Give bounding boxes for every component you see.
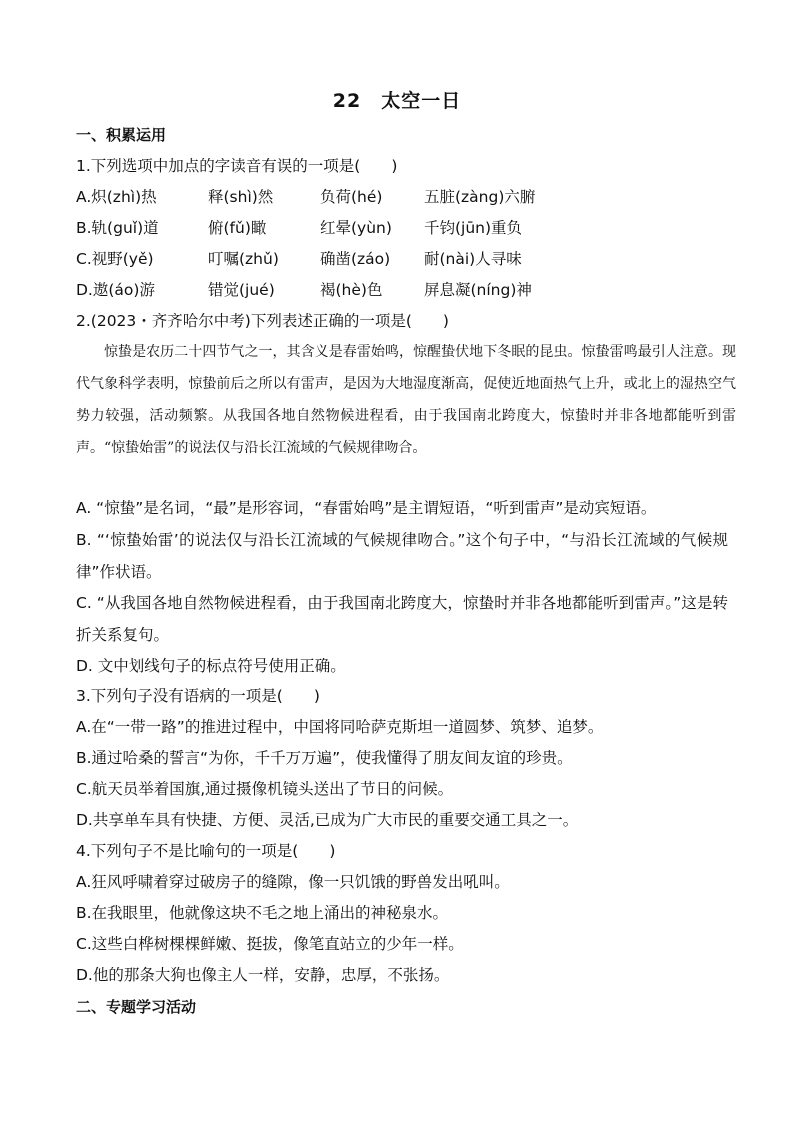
question-2-option-a: A. “惊蛰”是名词，“最”是形容词，“春雷始鸣”是主谓短语，“听到雷声”是动宾短语。 xyxy=(76,499,657,517)
question-4-option-c: C.这些白桦树棵棵鲜嫩、挺拔，像笔直站立的少年一样。 xyxy=(76,935,464,953)
option-word: 俯(fǔ)瞰 xyxy=(208,219,267,237)
option-word: 耐(nài)人寻味 xyxy=(424,250,522,268)
question-3-option-c: C.航天员举着国旗,通过摄像机镜头送出了节日的问候。 xyxy=(76,780,454,798)
question-2-option-b: B. “‘惊蛰始雷’的说法仅与沿长江流域的气候规律吻合。”这个句子中，“与沿长江流域的气候规律”作状语。 xyxy=(76,531,728,581)
question-3-option-d: D.共享单车具有快捷、方便、灵活,已成为广大市民的重要交通工具之一。 xyxy=(76,811,579,829)
option-word: B.轨(guǐ)道 xyxy=(76,219,159,237)
question-4-stem: 4.下列句子不是比喻句的一项是( ) xyxy=(76,842,336,860)
question-2-stem: 2.(2023・齐齐哈尔中考)下列表述正确的一项是( ) xyxy=(76,312,449,330)
option-word: A.炽(zhì)热 xyxy=(76,188,157,206)
question-2-passage: 惊蛰是农历二十四节气之一，其含义是春雷始鸣，惊醒蛰伏地下冬眠的昆虫。惊蛰雷鸣最引人注意。现代气象科学表明，惊蛰前后之所以有雷声，是因为大地湿度渐高，促使近地面热气上升，或北上的湿热空气势力较强，活动频繁。从我国各地自然物候进程看，由于我国南北跨度大，惊蛰时并非各地都能听到雷声。“惊蛰始雷”的说法仅与沿长江流域的气候规律吻合。 xyxy=(76,344,736,456)
page-title: 22 太空一日 xyxy=(332,90,462,112)
question-2-option-c: C. “从我国各地自然物候进程看，由于我国南北跨度大，惊蛰时并非各地都能听到雷声。”这是转折关系复句。 xyxy=(76,594,728,644)
option-word: 错觉(jué) xyxy=(208,281,275,299)
section-heading-accumulation: 一、积累运用 xyxy=(76,126,167,144)
question-1-stem: 1.下列选项中加点的字读音有误的一项是( ) xyxy=(76,157,398,175)
option-word: 屏息凝(níng)神 xyxy=(424,281,532,299)
option-word: 五脏(zàng)六腑 xyxy=(424,188,536,206)
option-word: 负荷(hé) xyxy=(320,188,383,206)
option-word: D.遨(áo)游 xyxy=(76,281,155,299)
option-word: 红晕(yùn) xyxy=(320,219,392,237)
option-word: 千钧(jūn)重负 xyxy=(424,219,523,237)
question-3-option-b: B.通过哈桑的誓言“为你，千千万万遍”，使我懂得了朋友间友谊的珍贵。 xyxy=(76,749,573,767)
option-word: C.视野(yě) xyxy=(76,250,154,268)
section-heading-special-topic: 二、专题学习活动 xyxy=(76,998,197,1016)
question-4-option-b: B.在我眼里，他就像这块不毛之地上涌出的神秘泉水。 xyxy=(76,904,449,922)
option-word: 褐(hè)色 xyxy=(320,281,383,299)
question-3-option-a: A.在“一带一路”的推进过程中，中国将同哈萨克斯坦一道圆梦、筑梦、追梦。 xyxy=(76,718,604,736)
question-3-stem: 3.下列句子没有语病的一项是( ) xyxy=(76,687,320,705)
question-2-option-d: D. 文中划线句子的标点符号使用正确。 xyxy=(76,657,346,675)
question-4-option-a: A.狂风呼啸着穿过破房子的缝隙，像一只饥饿的野兽发出吼叫。 xyxy=(76,873,510,891)
option-word: 叮嘱(zhǔ) xyxy=(208,250,279,268)
option-word: 释(shì)然 xyxy=(208,188,274,206)
question-4-option-d: D.他的那条大狗也像主人一样，安静，忠厚，不张扬。 xyxy=(76,966,450,984)
option-word: 确凿(záo) xyxy=(320,250,391,268)
